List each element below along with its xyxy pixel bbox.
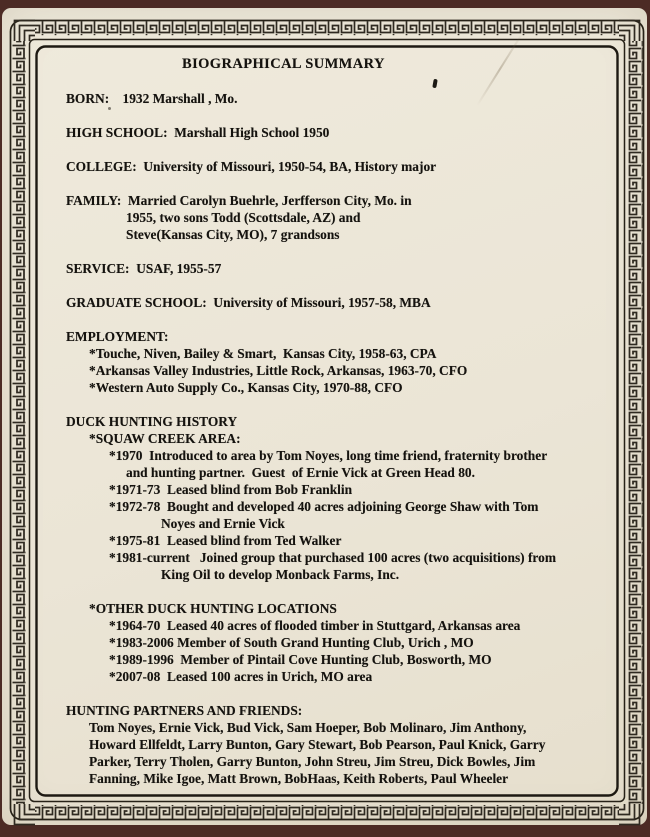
document-line: *SQUAW CREEK AREA:	[89, 431, 241, 446]
document-line: *1989-1996 Member of Pintail Cove Hunting Club, Bosworth, MO	[109, 652, 492, 667]
document-line: COLLEGE: University of Missouri, 1950-54, BA, History major	[66, 159, 437, 174]
document-line: King Oil to develop Monback Farms, Inc.	[161, 567, 400, 582]
document-line: BORN: 1932 Marshall , Mo.	[66, 91, 238, 106]
document-title: BIOGRAPHICAL SUMMARY	[182, 56, 385, 72]
document-line: *Arkansas Valley Industries, Little Rock, Arkansas, 1963-70, CFO	[89, 363, 468, 378]
document-line: Parker, Terry Tholen, Garry Bunton, John Streu, Jim Streu, Dick Bowles, Jim	[89, 754, 536, 769]
document-line: *Touche, Niven, Bailey & Smart, Kansas City, 1958-63, CPA	[89, 346, 437, 361]
document-line: FAMILY: Married Carolyn Buehrle, Jerfferson City, Mo. in	[66, 193, 412, 208]
document-line: Noyes and Ernie Vick	[161, 516, 285, 531]
document-body	[66, 90, 597, 787]
document-line: *2007-08 Leased 100 acres in Urich, MO area	[109, 669, 373, 684]
document-line: *1981-current Joined group that purchased 100 acres (two acquisitions) from	[109, 550, 556, 565]
scanned-document-page	[2, 8, 647, 825]
border-meander-left	[12, 41, 26, 804]
document-line: and hunting partner. Guest of Ernie Vick at Green Head 80.	[126, 465, 475, 480]
border-corner-bottom-right	[619, 804, 640, 825]
document-line: *1975-81 Leased blind from Ted Walker	[109, 533, 342, 548]
document-line: *1970 Introduced to area by Tom Noyes, long time friend, fraternity brother	[109, 448, 548, 463]
document-line: *Western Auto Supply Co., Kansas City, 1970-88, CFO	[89, 380, 403, 395]
document-line: *OTHER DUCK HUNTING LOCATIONS	[89, 601, 337, 616]
document-line: SERVICE: USAF, 1955-57	[66, 261, 222, 276]
document-line: *1983-2006 Member of South Grand Hunting Club, Urich , MO	[109, 635, 474, 650]
document-line: Howard Ellfeldt, Larry Bunton, Gary Stewart, Bob Pearson, Paul Knick, Garry	[89, 737, 546, 752]
document-line: DUCK HUNTING HISTORY	[66, 414, 238, 429]
border-corner-top-right	[619, 21, 640, 42]
document-line: HIGH SCHOOL: Marshall High School 1950	[66, 125, 330, 140]
document-line: Fanning, Mike Igoe, Matt Brown, BobHaas, Keith Roberts, Paul Wheeler	[89, 771, 509, 786]
border-meander-right	[629, 41, 643, 804]
document-line: *1964-70 Leased 40 acres of flooded timber in Stuttgard, Arkansas area	[109, 618, 521, 633]
document-line: Steve(Kansas City, MO), 7 grandsons	[126, 227, 340, 242]
border-meander-top	[35, 21, 619, 35]
document-line: EMPLOYMENT:	[66, 329, 169, 344]
document-line: GRADUATE SCHOOL: University of Missouri, 1957-58, MBA	[66, 295, 431, 310]
document-line: 1955, two sons Todd (Scottsdale, AZ) and	[126, 210, 361, 225]
border-corner-top-left	[15, 21, 36, 42]
document-content	[38, 46, 615, 786]
document-line: *1972-78 Bought and developed 40 acres adjoining George Shaw with Tom	[109, 499, 539, 514]
document-line: HUNTING PARTNERS AND FRIENDS:	[66, 703, 303, 718]
border-meander-bottom	[35, 805, 619, 819]
document-line: *1971-73 Leased blind from Bob Franklin	[109, 482, 353, 497]
document-line: Tom Noyes, Ernie Vick, Bud Vick, Sam Hoeper, Bob Molinaro, Jim Anthony,	[89, 720, 527, 735]
border-corner-bottom-left	[15, 804, 36, 825]
